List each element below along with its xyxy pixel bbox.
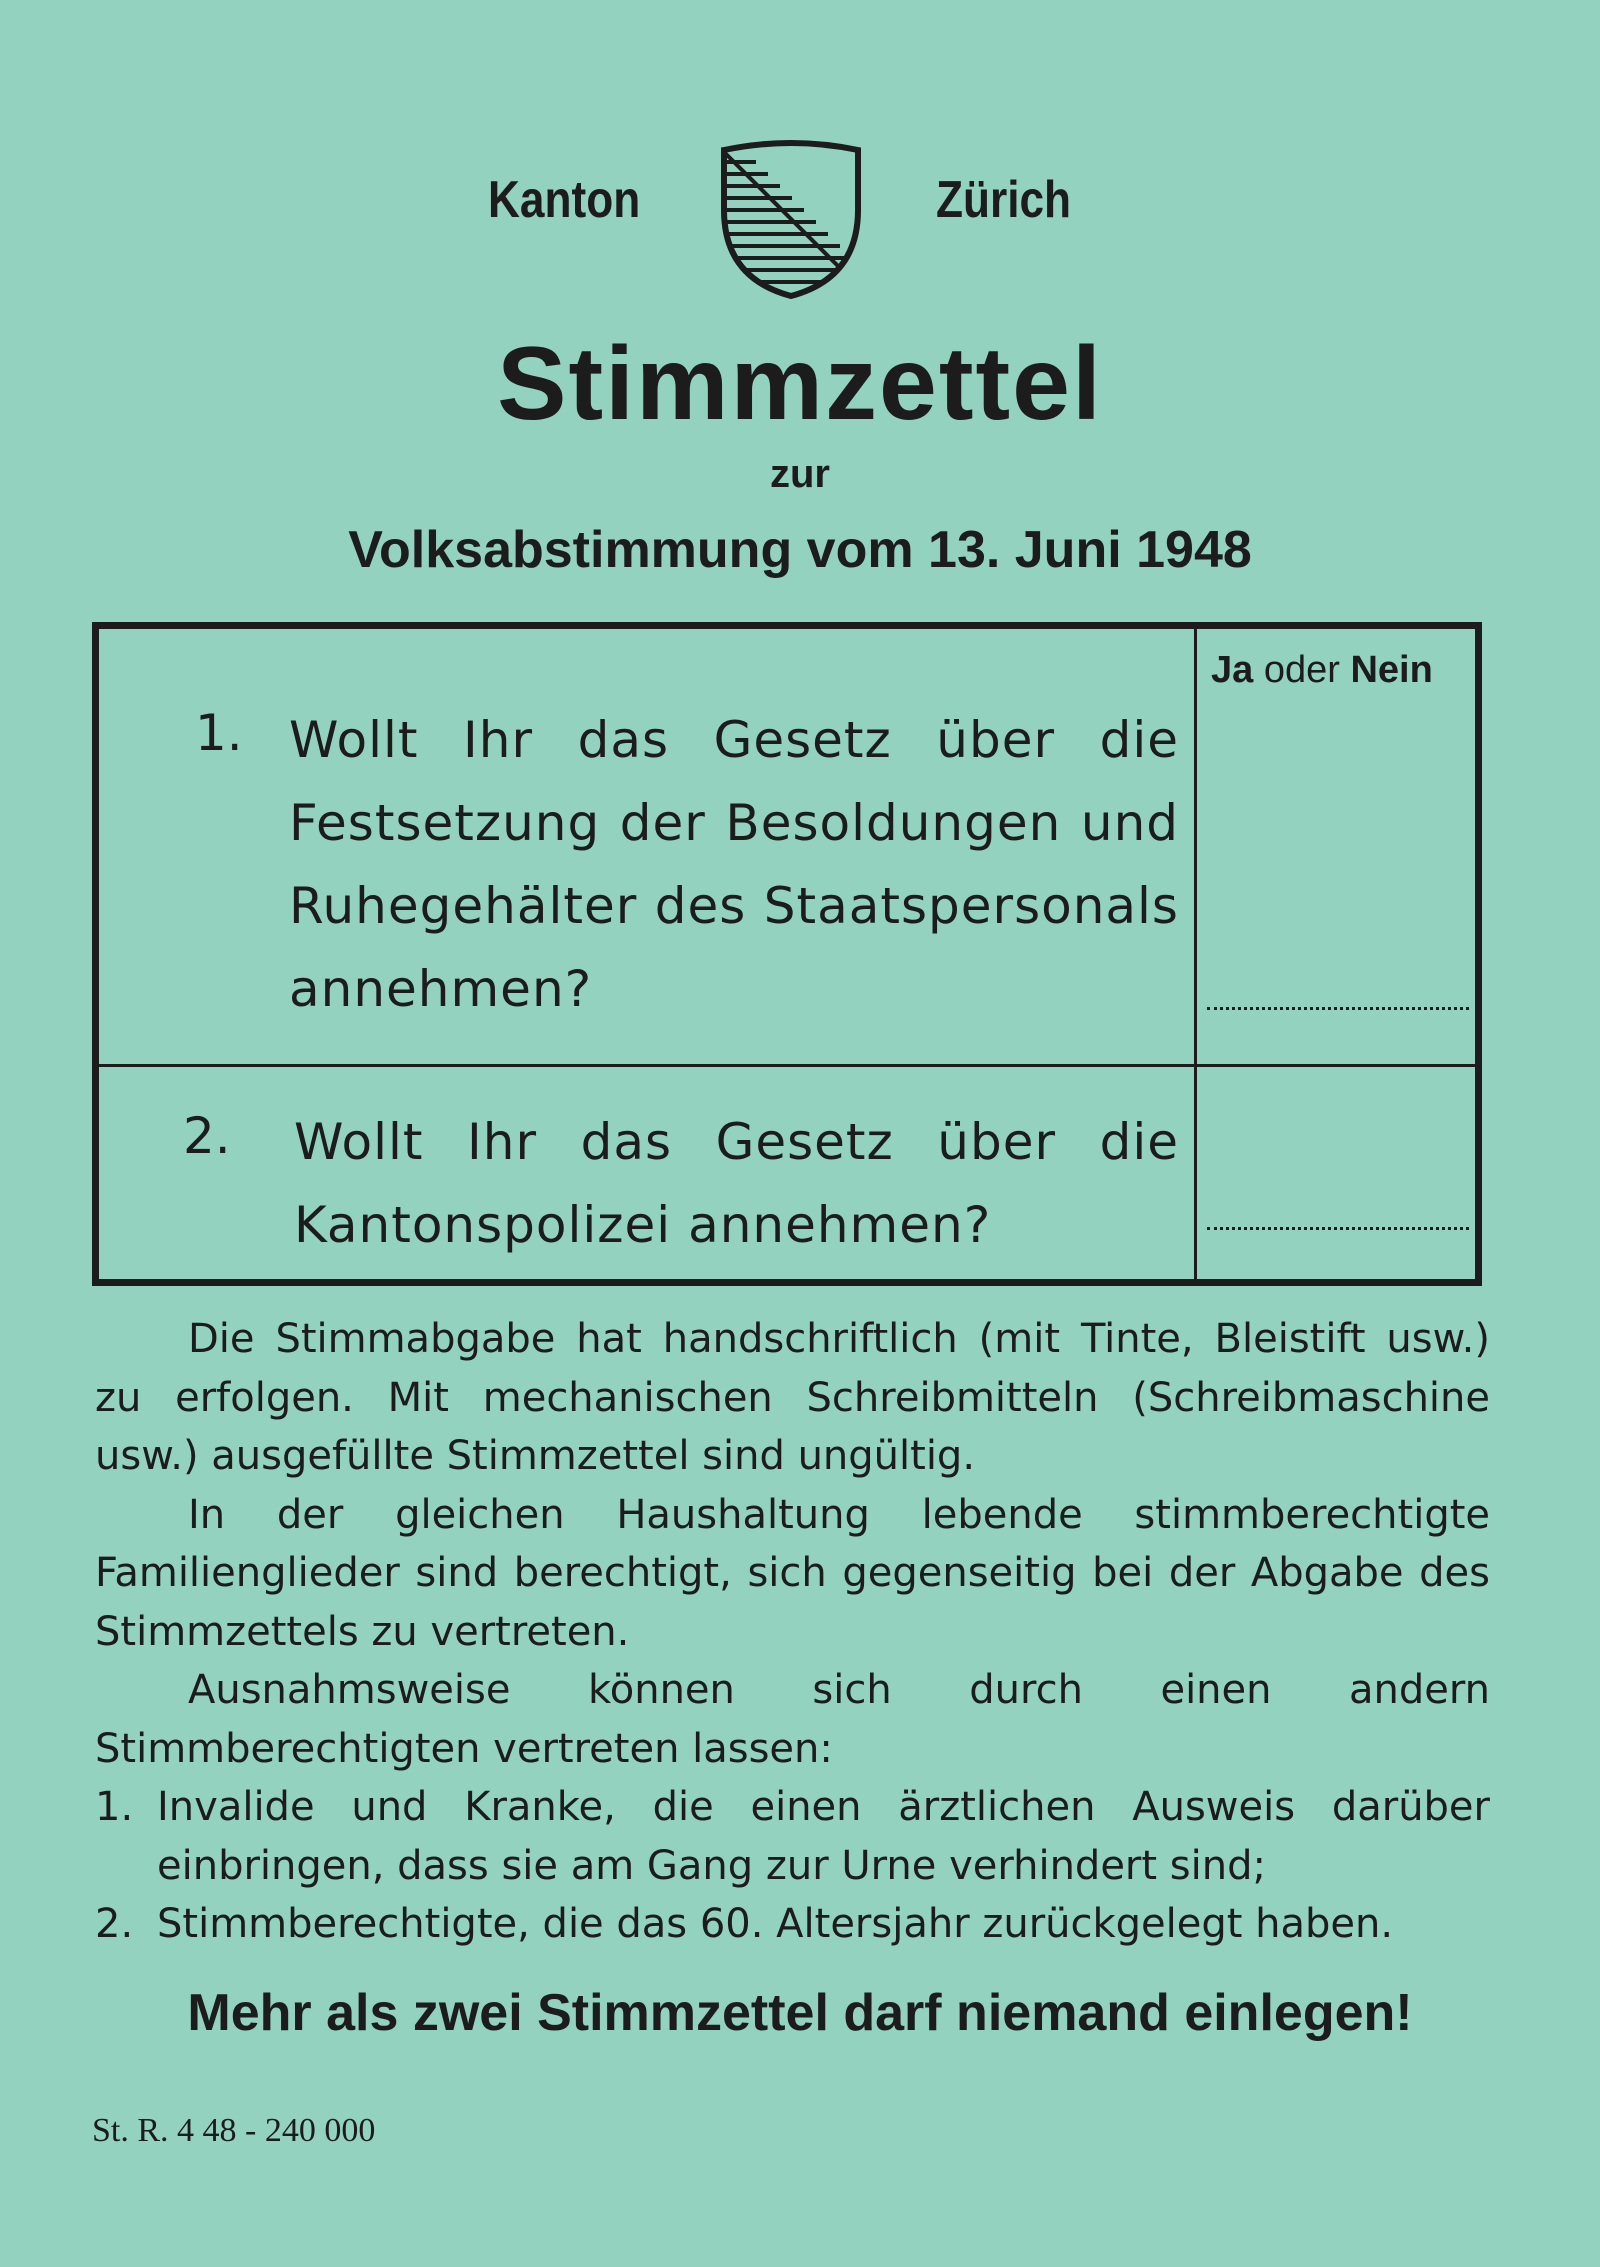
answer-column-divider: [1194, 629, 1197, 1279]
list-item: [95, 1778, 1490, 1895]
answer-header-ja: Ja: [1211, 649, 1254, 691]
answer-header-oder: oder: [1263, 649, 1340, 691]
answer-field-2[interactable]: [1207, 1227, 1469, 1230]
instruction-paragraph: Ausnahmsweise können sich durch einen andern Stimmberechtigten vertreten lassen:: [95, 1667, 1490, 1772]
list-item-number: 2.: [95, 1901, 134, 1947]
warning-text: Mehr als zwei Stimmzettel darf niemand einlegen!: [187, 1984, 1413, 2042]
instruction-paragraph: In der gleichen Haushaltung lebende stimmberechtigte Familienglieder sind berechtigt, sich gegenseitig bei der Abgabe des Stimmzettels zu vertreten.: [95, 1491, 1490, 1655]
question-text: Wollt Ihr das Gesetz über die Festsetzung der Besoldungen und Ruhegehälter des Staatspersonals annehmen?: [289, 711, 1179, 1018]
header-kanton: Kanton: [488, 171, 641, 229]
list-item-text: Invalide und Kranke, die einen ärztlichen Ausweis darüber einbringen, dass sie am Gang zur Urne verhindert sind;: [157, 1784, 1490, 1889]
page-title: Stimmzettel: [497, 326, 1103, 442]
ballot-table: [92, 622, 1482, 1286]
zurich-coat-of-arms-icon: [716, 140, 866, 302]
print-reference: St. R. 4 48 - 240 000: [92, 2112, 376, 2149]
list-item-text: Stimmberechtigte, die das 60. Altersjahr zurückgelegt haben.: [157, 1901, 1394, 1947]
header-zurich: Zürich: [936, 171, 1072, 229]
question-text: Wollt Ihr das Gesetz über die Kantonspolizei annehmen?: [294, 1113, 1179, 1254]
question-number: 1.: [195, 704, 243, 762]
list-item-number: 1.: [95, 1784, 134, 1830]
answer-header-nein: Nein: [1350, 649, 1433, 691]
vote-date: Volksabstimmung vom 13. Juni 1948: [348, 521, 1252, 579]
question-number: 2.: [183, 1107, 231, 1165]
list-item: [95, 1895, 1490, 1954]
question-row-divider: [99, 1064, 1475, 1067]
answer-field-1[interactable]: [1207, 1007, 1469, 1010]
answer-header: [1211, 649, 1471, 692]
instructions: [95, 1310, 1490, 1954]
instruction-paragraph: Die Stimmabgabe hat handschriftlich (mit Tinte, Bleistift usw.) zu erfolgen. Mit mechanischen Schreibmitteln (Schreibmaschine usw.) ausgefüllte Stimmzettel sind ungültig.: [95, 1316, 1490, 1479]
title-connector: zur: [770, 452, 830, 496]
